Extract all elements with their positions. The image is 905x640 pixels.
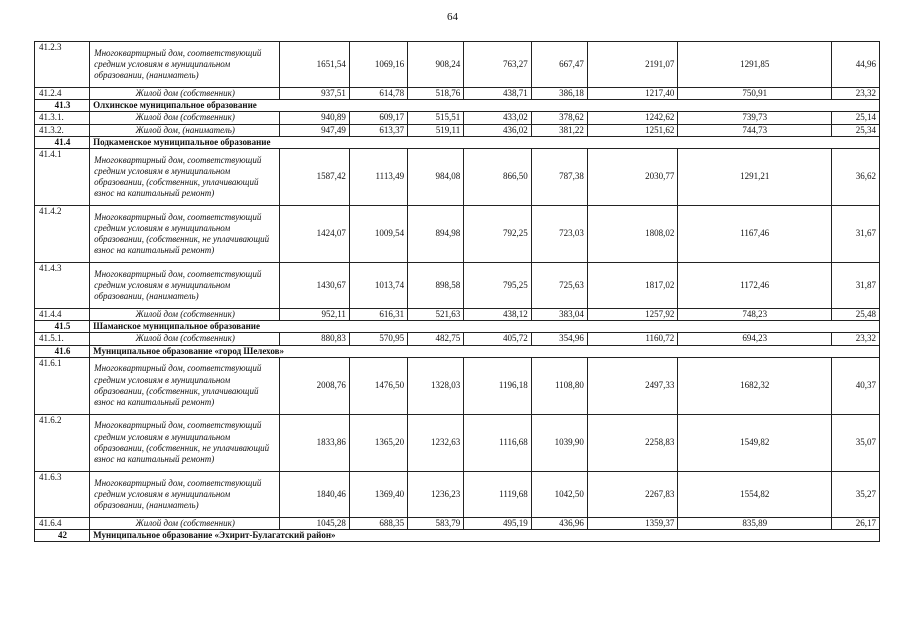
value-cell: 1817,02: [587, 263, 677, 309]
row-code: 41.6.4: [35, 517, 90, 529]
value-cell: 616,31: [349, 309, 407, 321]
value-cell: 23,32: [832, 88, 880, 100]
value-cell: 787,38: [531, 149, 587, 206]
value-cell: 521,63: [408, 309, 464, 321]
value-cell: 1291,85: [678, 42, 832, 88]
value-cell: 937,51: [280, 88, 350, 100]
value-cell: 31,87: [832, 263, 880, 309]
value-cell: 952,11: [280, 309, 350, 321]
table-row: [35, 206, 880, 263]
section-row: [35, 345, 880, 357]
table-row: [35, 124, 880, 136]
value-cell: 1549,82: [678, 414, 832, 471]
value-cell: 438,12: [464, 309, 532, 321]
value-cell: 2030,77: [587, 149, 677, 206]
section-title: Подкаменское муниципальное образование: [90, 136, 880, 148]
value-cell: 495,19: [464, 517, 532, 529]
row-code: 41.4.4: [35, 309, 90, 321]
value-cell: 570,95: [349, 333, 407, 345]
value-cell: 518,76: [408, 88, 464, 100]
table-row: [35, 42, 880, 88]
section-code: 42: [35, 530, 90, 542]
value-cell: 1587,42: [280, 149, 350, 206]
section-title: Муниципальное образование «Эхирит-Булагатский район»: [90, 530, 880, 542]
row-description: Жилой дом (собственник): [90, 309, 280, 321]
value-cell: 1172,46: [678, 263, 832, 309]
value-cell: 436,02: [464, 124, 532, 136]
value-cell: 26,17: [832, 517, 880, 529]
section-row: [35, 100, 880, 112]
row-code: 41.5.1.: [35, 333, 90, 345]
row-description: Многоквартирный дом, соответствующий средним условиям в муниципальном образовании, (собственник, не уплачивающий взнос на капитальный ремонт): [90, 414, 280, 471]
row-description: Многоквартирный дом, соответствующий средним условиям в муниципальном образовании, (собственник, уплачивающий взнос на капитальный ремонт): [90, 357, 280, 414]
value-cell: 519,11: [408, 124, 464, 136]
value-cell: 1840,46: [280, 471, 350, 517]
value-cell: 515,51: [408, 112, 464, 124]
value-cell: 438,71: [464, 88, 532, 100]
row-description: Многоквартирный дом, соответствующий средним условиям в муниципальном образовании, (наниматель): [90, 471, 280, 517]
row-code: 41.2.3: [35, 42, 90, 88]
value-cell: 1217,40: [587, 88, 677, 100]
value-cell: 1833,86: [280, 414, 350, 471]
value-cell: 795,25: [464, 263, 532, 309]
table-row: [35, 149, 880, 206]
value-cell: 354,96: [531, 333, 587, 345]
row-code: 41.3.2.: [35, 124, 90, 136]
table-row: [35, 309, 880, 321]
value-cell: 1365,20: [349, 414, 407, 471]
value-cell: 750,91: [678, 88, 832, 100]
value-cell: 908,24: [408, 42, 464, 88]
row-code: 41.4.1: [35, 149, 90, 206]
value-cell: 1291,21: [678, 149, 832, 206]
value-cell: 381,22: [531, 124, 587, 136]
table-row: [35, 357, 880, 414]
table-row: [35, 414, 880, 471]
value-cell: 1113,49: [349, 149, 407, 206]
value-cell: 744,73: [678, 124, 832, 136]
value-cell: 44,96: [832, 42, 880, 88]
value-cell: 725,63: [531, 263, 587, 309]
table-row: [35, 517, 880, 529]
value-cell: 1013,74: [349, 263, 407, 309]
value-cell: 1554,82: [678, 471, 832, 517]
row-code: 41.3.1.: [35, 112, 90, 124]
value-cell: 880,83: [280, 333, 350, 345]
value-cell: 433,02: [464, 112, 532, 124]
value-cell: 792,25: [464, 206, 532, 263]
value-cell: 1424,07: [280, 206, 350, 263]
section-code: 41.5: [35, 321, 90, 333]
value-cell: 436,96: [531, 517, 587, 529]
value-cell: 739,73: [678, 112, 832, 124]
page-number: 64: [447, 11, 458, 23]
value-cell: 405,72: [464, 333, 532, 345]
value-cell: 947,49: [280, 124, 350, 136]
value-cell: 1808,02: [587, 206, 677, 263]
table-row: [35, 263, 880, 309]
value-cell: 31,67: [832, 206, 880, 263]
value-cell: 1236,23: [408, 471, 464, 517]
section-code: 41.3: [35, 100, 90, 112]
row-code: 41.6.1: [35, 357, 90, 414]
value-cell: 40,37: [832, 357, 880, 414]
row-code: 41.6.2: [35, 414, 90, 471]
section-title: Муниципальное образование «город Шелехов»: [90, 345, 880, 357]
value-cell: 1045,28: [280, 517, 350, 529]
section-title: Олхинское муниципальное образование: [90, 100, 880, 112]
value-cell: 894,98: [408, 206, 464, 263]
table-body: [35, 42, 880, 542]
value-cell: 1167,46: [678, 206, 832, 263]
value-cell: 2008,76: [280, 357, 350, 414]
row-code: 41.4.2: [35, 206, 90, 263]
row-code: 41.2.4: [35, 88, 90, 100]
value-cell: 1232,63: [408, 414, 464, 471]
row-description: Многоквартирный дом, соответствующий средним условиям в муниципальном образовании, (собственник, не уплачивающий взнос на капитальный ремонт): [90, 206, 280, 263]
value-cell: 2497,33: [587, 357, 677, 414]
value-cell: 482,75: [408, 333, 464, 345]
value-cell: 1651,54: [280, 42, 350, 88]
value-cell: 35,07: [832, 414, 880, 471]
row-code: 41.6.3: [35, 471, 90, 517]
section-row: [35, 530, 880, 542]
table-row: [35, 112, 880, 124]
value-cell: 748,23: [678, 309, 832, 321]
value-cell: 2191,07: [587, 42, 677, 88]
value-cell: 1039,90: [531, 414, 587, 471]
value-cell: 984,08: [408, 149, 464, 206]
value-cell: 583,79: [408, 517, 464, 529]
row-description: Жилой дом (собственник): [90, 112, 280, 124]
value-cell: 898,58: [408, 263, 464, 309]
value-cell: 1251,62: [587, 124, 677, 136]
value-cell: 1682,32: [678, 357, 832, 414]
value-cell: 763,27: [464, 42, 532, 88]
value-cell: 1328,03: [408, 357, 464, 414]
value-cell: 688,35: [349, 517, 407, 529]
value-cell: 1430,67: [280, 263, 350, 309]
value-cell: 1119,68: [464, 471, 532, 517]
value-cell: 25,48: [832, 309, 880, 321]
value-cell: 2258,83: [587, 414, 677, 471]
row-description: Жилой дом, (наниматель): [90, 124, 280, 136]
value-cell: 1476,50: [349, 357, 407, 414]
value-cell: 609,17: [349, 112, 407, 124]
table-row: [35, 88, 880, 100]
table-row: [35, 333, 880, 345]
value-cell: 866,50: [464, 149, 532, 206]
tariff-table: [34, 41, 880, 542]
row-description: Жилой дом (собственник): [90, 517, 280, 529]
value-cell: 667,47: [531, 42, 587, 88]
row-description: Жилой дом (собственник): [90, 333, 280, 345]
section-row: [35, 321, 880, 333]
value-cell: 386,18: [531, 88, 587, 100]
value-cell: 1369,40: [349, 471, 407, 517]
section-code: 41.4: [35, 136, 90, 148]
row-description: Жилой дом (собственник): [90, 88, 280, 100]
row-description: Многоквартирный дом, соответствующий средним условиям в муниципальном образовании, (наниматель): [90, 42, 280, 88]
table-row: [35, 471, 880, 517]
value-cell: 36,62: [832, 149, 880, 206]
value-cell: 1160,72: [587, 333, 677, 345]
value-cell: 1108,80: [531, 357, 587, 414]
value-cell: 383,04: [531, 309, 587, 321]
value-cell: 835,89: [678, 517, 832, 529]
row-description: Многоквартирный дом, соответствующий средним условиям в муниципальном образовании, (собственник, уплачивающий взнос на капитальный ремонт): [90, 149, 280, 206]
value-cell: 23,32: [832, 333, 880, 345]
value-cell: 378,62: [531, 112, 587, 124]
section-title: Шаманское муниципальное образование: [90, 321, 880, 333]
value-cell: 2267,83: [587, 471, 677, 517]
value-cell: 1257,92: [587, 309, 677, 321]
value-cell: 1116,68: [464, 414, 532, 471]
value-cell: 1242,62: [587, 112, 677, 124]
value-cell: 25,14: [832, 112, 880, 124]
value-cell: 1042,50: [531, 471, 587, 517]
value-cell: 723,03: [531, 206, 587, 263]
value-cell: 1009,54: [349, 206, 407, 263]
value-cell: 35,27: [832, 471, 880, 517]
value-cell: 940,89: [280, 112, 350, 124]
value-cell: 1196,18: [464, 357, 532, 414]
value-cell: 1069,16: [349, 42, 407, 88]
row-description: Многоквартирный дом, соответствующий средним условиям в муниципальном образовании, (наниматель): [90, 263, 280, 309]
value-cell: 694,23: [678, 333, 832, 345]
row-code: 41.4.3: [35, 263, 90, 309]
section-code: 41.6: [35, 345, 90, 357]
value-cell: 25,34: [832, 124, 880, 136]
value-cell: 614,78: [349, 88, 407, 100]
section-row: [35, 136, 880, 148]
value-cell: 1359,37: [587, 517, 677, 529]
value-cell: 613,37: [349, 124, 407, 136]
